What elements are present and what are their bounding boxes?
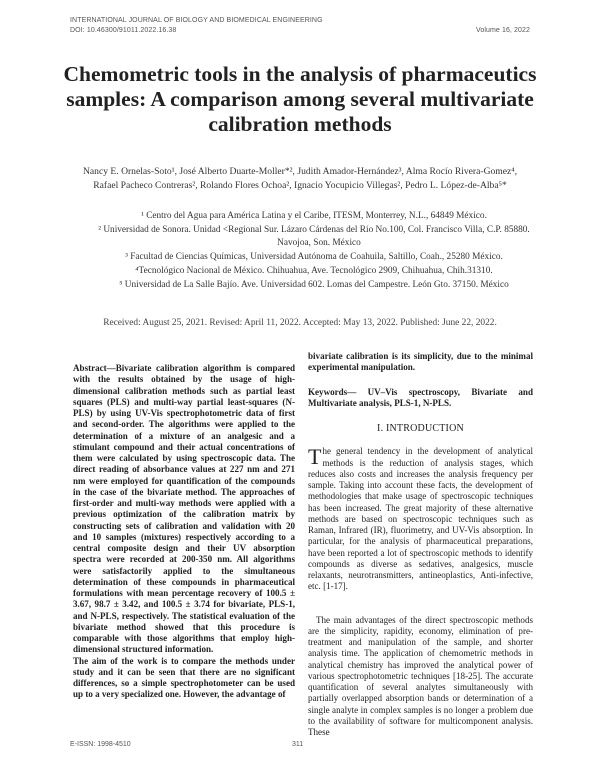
right-column <box>308 351 533 738</box>
abstract-column <box>73 363 295 701</box>
abstract-aim-paragraph: The aim of the work is to compare the methods under study and it can be seen that there are no significant differences, so a simple spectrophotometer can be used up to a very specialized one. However, the advantage of <box>73 655 295 700</box>
issn: E-ISSN: 1998-4510 <box>70 741 131 748</box>
author-list: Nancy E. Ornelas-Soto¹, José Alberto Duarte-Moller*², Judith Amador-Hernández³, Alma Rocío Rivera-Gomez⁴, Rafael Pacheco Contreras², Rolando Flores Ochoa², Ignacio Yocupicio Villegas², Pedro L. López-de-Alba⁵* <box>82 166 518 191</box>
intro-paragraph-1-text: he general tendency in the development of analytical methods is the reduction of analysis stages, which reduces also costs and increases the analysis frequency per sample. Taking into account these facts, the development of methodologies that make usage of spectroscopic techniques has been increased. The great majority of these alternative methods are based on spectroscopic techniques such as Raman, Infrared (IR), fluorimetry, and UV-Vis absorption. In particular, for the analysis of pharmaceutical preparations, have been reported a lot of spectroscopic methods to identify compounds as diverse as sedatives, analgesics, muscle relaxants, neurotransmitters, antineoplastics, Anti-infective, etc. [1-17]. <box>308 446 533 592</box>
intro-paragraph-2: The main advantages of the direct spectroscopic methods are the simplicity, rapidity, economy, elimination of pre-treatment and manipulation of the sample, and shorter analysis time. The application of chemometric methods in analytical chemistry has improved the analytical power of various spectrophotometric techniques [18-25]. The accurate quantification of several analytes simultaneously with partially overlapped absorption bands or determination of a single analyte in complex samples is no longer a problem due to the availability of software for multicomponent analysis. These <box>308 614 533 737</box>
page-number: 311 <box>292 741 304 748</box>
affiliation-3: ³ Facultad de Ciencias Químicas, Universidad Autónoma de Coahuila, Saltillo, Coah., 25280 México. <box>125 252 503 263</box>
paper-title: Chemometric tools in the analysis of pharmaceutics samples: A comparison among several multivariate calibration methods <box>63 62 537 136</box>
abstract-continuation: bivariate calibration is its simplicity, due to the minimal experimental manipulation. <box>308 351 533 373</box>
journal-name: INTERNATIONAL JOURNAL OF BIOLOGY AND BIOMEDICAL ENGINEERING <box>70 17 323 24</box>
doi: DOI: 10.46300/91011.2022.16.38 <box>70 27 177 34</box>
keywords: Keywords— UV–Vis spectroscopy, Bivariate and Multivariate analysis, PLS-1, N-PLS. <box>308 386 533 408</box>
affiliation-4: ⁴Tecnológico Nacional de México. Chihuahua, Ave. Tecnológico 2909, Chihuahua, Chih.31310. <box>135 265 493 276</box>
affiliation-1: ¹ Centro del Agua para América Latina y el Caribe, ITESM, Monterrey, N.L., 64849 México. <box>141 211 487 221</box>
publication-dates: Received: August 25, 2021. Revised: April 11, 2022. Accepted: May 13, 2022. Published: June 22, 2022. <box>103 318 497 328</box>
drop-cap: T <box>308 444 322 470</box>
intro-paragraph-1 <box>308 446 533 592</box>
affiliation-2: ² Universidad de Sonora. Unidad <Regional Sur. Lázaro Cárdenas del Río No.100, Col. Francisco Villa, C.P. 85880. Navojoa, Son. México <box>98 224 530 249</box>
abstract-paragraph: Abstract—Bivariate calibration algorithm is compared with the results obtained by the usage of high-dimensional calibration methods such as partial least squares (PLS) and multi-way partial least-squares (N-PLS) by using UV-Vis spectrophotometric data of first and second-order. The algorithms were applied to the determination of a mixture of an analgesic and a stimulant compound and their actual concentrations of them were calculated by using spectroscopic data. The direct reading of absorbance values at 227 nm and 271 nm were employed for quantification of the compounds in the case of the bivariate method. The approaches of first-order and multi-way methods were applied with a previous optimization of the calibration matrix by constructing sets of calibration and validation with 20 and 10 samples (mixtures) respectively according to a central composite design and their UV absorption spectra were recorded at 200-350 nm. All algorithms were satisfactorily applied to the simultaneous determination of these compounds in pharmaceutical formulations with mean percentage recovery of 100.5 ± 3.67, 98.7 ± 3.42, and 100.5 ± 3.74 for bivariate, PLS-1, and N-PLS, respectively. The statistical evaluation of the bivariate method showed that this procedure is comparable with those algorithms that employ high-dimensional structured information. <box>73 363 295 655</box>
section-heading: I. INTRODUCTION <box>377 423 464 434</box>
affiliation-5: ⁵ Universidad de La Salle Bajío. Ave. Universidad 602. Lomas del Campestre. León Gto. 37150. México <box>119 279 509 290</box>
affiliation-list <box>90 210 530 292</box>
volume: Volume 16, 2022 <box>475 27 530 34</box>
